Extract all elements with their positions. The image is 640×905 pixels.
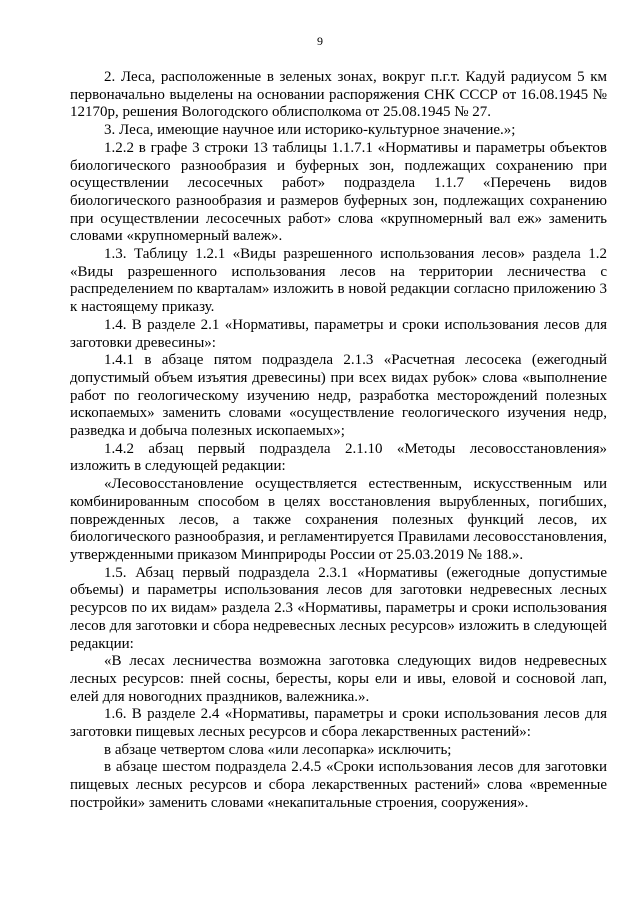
paragraph-1-5: 1.5. Абзац первый подраздела 2.3.1 «Нормативы (ежегодные допустимые объемы) и параметры использования лесов для заготовки недревесных лесных ресурсов по их видам» раздела 2.3 «Нормативы, параметры и сроки использования лесов для заготовки и сбора недревесных лесных ресурсов» изложить в следующей редакции: [70, 564, 607, 652]
paragraph-fourth-clause: в абзаце четвертом слова «или лесопарка» исключить; [104, 741, 452, 758]
paragraph-non-timber-quote: «В лесах лесничества возможна заготовка следующих видов недревесных лесных ресурсов: пней сосны, бересты, коры ели и ивы, еловой и сосновой лап, елей для новогодних праздников, валежника.». [70, 653, 607, 705]
paragraph-forests-green-zones: 2. Леса, расположенные в зеленых зонах, вокруг п.г.т. Кадуй радиусом 5 км первоначально выделены на основании распоряжения СНК СССР от 16.08.1945 № 12170р, решения Вологодского облисполкома от 25.08.1945 № 27. [70, 69, 607, 121]
paragraph-1-2-2: 1.2.2 в графе 3 строки 13 таблицы 1.1.7.1 «Нормативы и параметры объектов биологического разнообразия и буферных зон, подлежащих сохранению при осуществлении лесосечных работ» подраздела 1.1.7 «Перечень видов биологического разнообразия и размеров буферных зон, подлежащих сохранению при осуществлении лесосечных работ» слова «крупномерный вал еж» заменить словами «крупномерный валеж». [70, 139, 607, 245]
paragraph-reforestation-quote: «Лесовосстановление осуществляется естественным, искусственным или комбинированным способом в целях восстановления вырубленных, погибших, поврежденных лесов, а также сохранения полезных функций лесов, их биологического разнообразия, и регламентируется Правилами лесовосстановления, утвержденными приказом Минприроды России от 25.03.2019 № 188.». [70, 476, 607, 563]
paragraph-1-4: 1.4. В разделе 2.1 «Нормативы, параметры и сроки использования лесов для заготовки древесины»: [70, 316, 607, 351]
page-number: 9 [317, 34, 323, 48]
paragraph-forests-scientific-value: 3. Леса, имеющие научное или историко-культурное значение.»; [104, 122, 516, 139]
paragraph-1-6: 1.6. В разделе 2.4 «Нормативы, параметры и сроки использования лесов для заготовки пищевых лесных ресурсов и сбора лекарственных растений»: [70, 706, 607, 741]
paragraph-1-3: 1.3. Таблицу 1.2.1 «Виды разрешенного использования лесов» раздела 1.2 «Виды разрешенного использования лесов на территории лесничества с распределением по кварталам» изложить в новой редакции согласно приложению 3 к настоящему приказу. [70, 246, 607, 316]
paragraph-sixth-clause: в абзаце шестом подраздела 2.4.5 «Сроки использования лесов для заготовки пищевых лесных ресурсов и сбора лекарственных растений» слова «временные постройки» заменить словами «некапитальные строения, сооружения». [70, 759, 607, 811]
paragraph-1-4-1: 1.4.1 в абзаце пятом подраздела 2.1.3 «Расчетная лесосека (ежегодный допустимый объем изъятия древесины) при всех видах рубок» слова «выполнение работ по геологическому изучению недр, разработка месторождений полезных ископаемых» заменить словами «осуществление геологического изучения недр, разведка и добыча полезных ископаемых»; [70, 352, 607, 440]
paragraph-1-4-2: 1.4.2 абзац первый подраздела 2.1.10 «Методы лесовосстановления» изложить в следующей редакции: [70, 440, 607, 475]
document-body [70, 69, 607, 813]
